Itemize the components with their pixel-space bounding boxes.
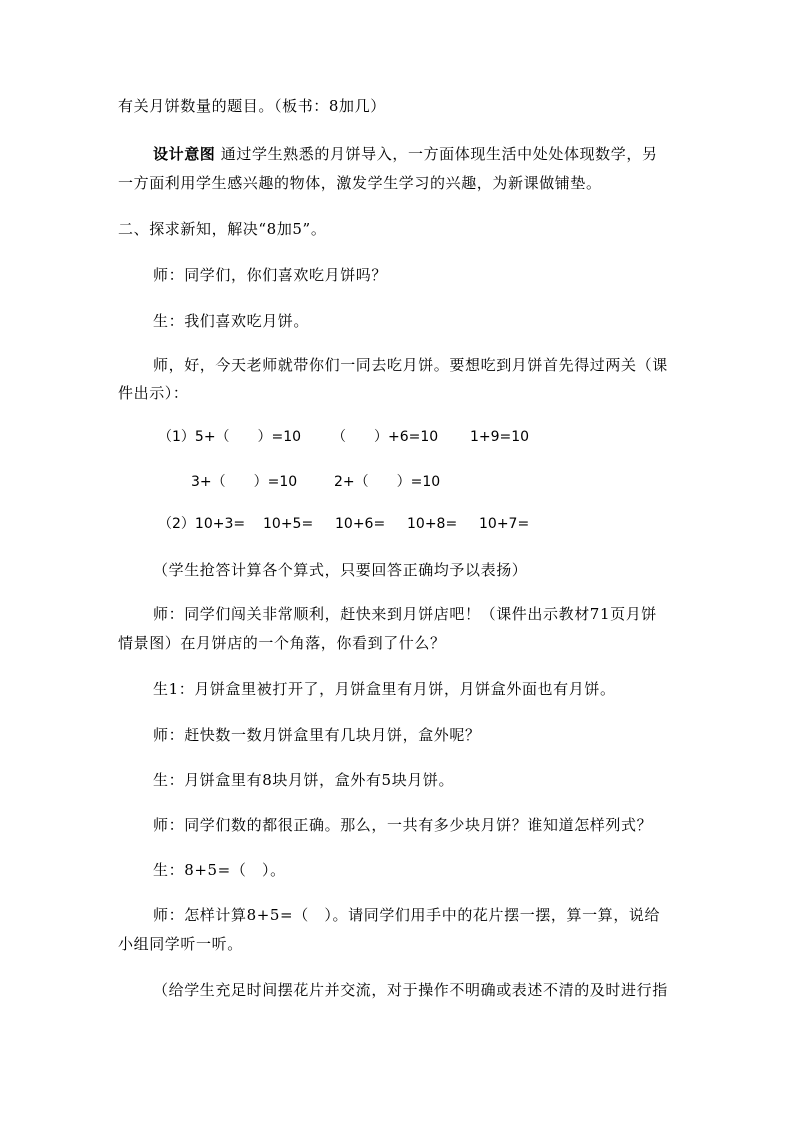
dialog-teacher-6-line1: 师：怎样计算8+5=（ ）。请同学们用手中的花片摆一摆，算一算，说给: [153, 906, 661, 924]
dialog-student-1: 生：我们喜欢吃月饼。: [153, 312, 310, 330]
paragraph-intro-end: 有关月饼数量的题目。（板书：8加几）: [118, 97, 386, 115]
design-intent-line1: [153, 144, 658, 164]
note-1: （学生抢答计算各个算式，只要回答正确均予以表扬）: [153, 561, 528, 579]
exercise-1-e: 2+（ ）=10: [334, 474, 441, 490]
design-intent-label: 设计意图: [153, 145, 216, 163]
dialog-teacher-3-line2: 情景图）在月饼店的一个角落，你看到了什么？: [118, 634, 446, 652]
dialog-teacher-3-line1: 师：同学们闯关非常顺利，赶快来到月饼店吧！（课件出示教材71页月饼: [153, 605, 657, 623]
exercise-2-c: 10+6=: [335, 516, 386, 532]
dialog-teacher-2-line1: 师，好，今天老师就带你们一同去吃月饼。要想吃到月饼首先得过两关（课: [153, 356, 668, 374]
dialog-teacher-1: 师：同学们，你们喜欢吃月饼吗？: [153, 266, 388, 284]
dialog-student-4: 生：8+5=（ ）。: [153, 861, 286, 879]
exercise-2-e: 10+7=: [479, 516, 530, 532]
exercise-2-d: 10+8=: [407, 516, 458, 532]
design-intent-line2: 一方面利用学生感兴趣的物体，激发学生学习的兴趣，为新课做铺垫。: [118, 174, 602, 192]
exercise-1-a: （1）5+（ ）=10: [158, 429, 302, 445]
dialog-teacher-6-line2: 小组同学听一听。: [118, 935, 243, 953]
exercise-1-d: 3+（ ）=10: [191, 474, 298, 490]
note-2: （给学生充足时间摆花片并交流，对于操作不明确或表述不清的及时进行指: [153, 981, 668, 999]
dialog-teacher-4: 师：赶快数一数月饼盒里有几块月饼，盒外呢？: [153, 726, 481, 744]
design-intent-text: 通过学生熟悉的月饼导入，一方面体现生活中处处体现数学，另: [220, 145, 658, 163]
exercise-1-b: （ ）+6=10: [332, 429, 439, 445]
exercise-2-b: 10+5=: [263, 516, 314, 532]
section-heading-2: 二、探求新知，解决“8加5”。: [118, 220, 327, 238]
dialog-student-2: 生1：月饼盒里被打开了，月饼盒里有月饼，月饼盒外面也有月饼。: [153, 680, 616, 698]
dialog-student-3: 生：月饼盒里有8块月饼，盒外有5块月饼。: [153, 771, 455, 789]
exercise-1-c: 1+9=10: [470, 429, 530, 445]
dialog-teacher-2-line2: 件出示）：: [118, 384, 189, 402]
dialog-teacher-5: 师：同学们数的都很正确。那么，一共有多少块月饼？谁知道怎样列式？: [153, 816, 653, 834]
exercise-2-a: （2）10+3=: [158, 516, 246, 532]
